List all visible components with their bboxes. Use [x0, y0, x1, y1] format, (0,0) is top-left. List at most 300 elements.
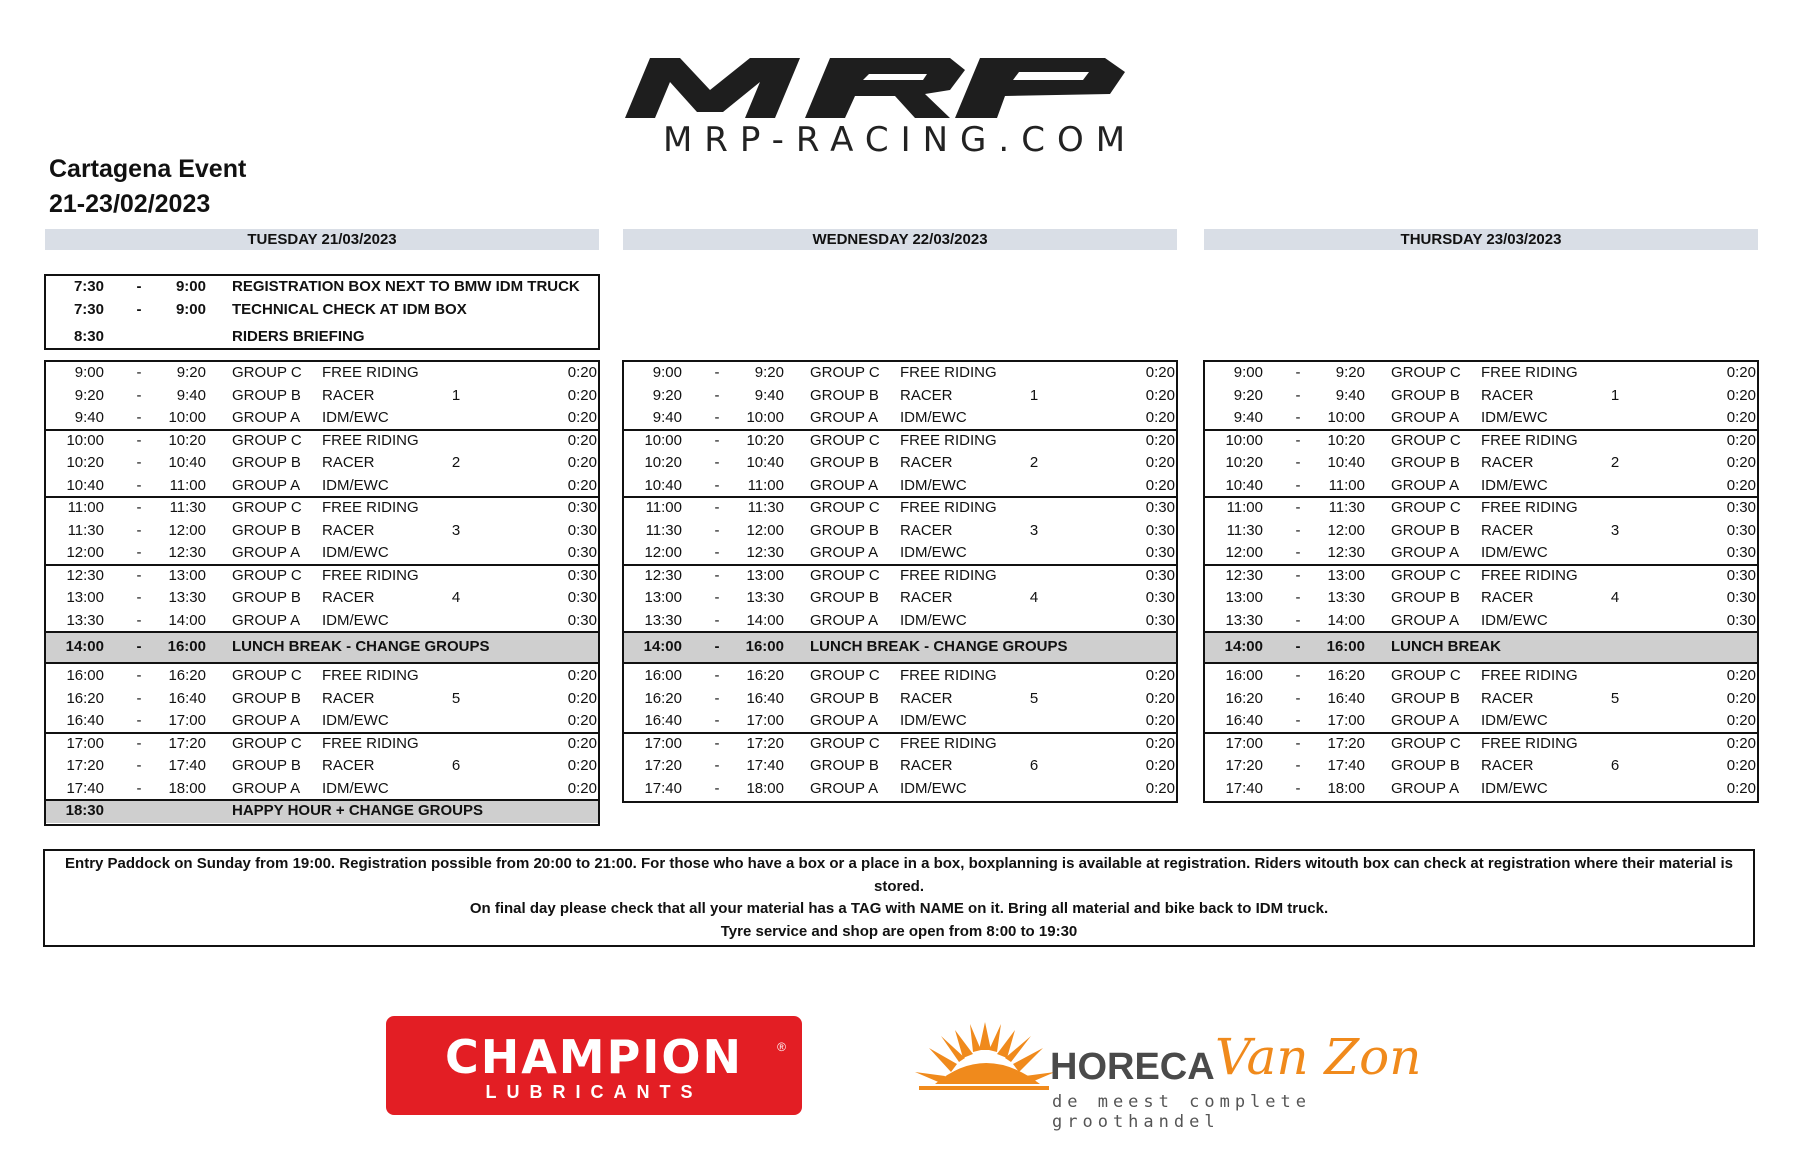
start-time: 10:40 [66, 476, 104, 494]
start-time: 10:00 [644, 431, 682, 449]
end-time: 17:40 [746, 757, 784, 774]
session-type: FREE RIDING [900, 667, 997, 684]
end-time: 11:30 [1328, 499, 1365, 516]
start-time: 11:00 [645, 499, 682, 516]
session-row [46, 778, 598, 801]
session-number: 6 [1610, 757, 1620, 774]
end-time: 16:00 [1326, 638, 1365, 655]
session-type: IDM/EWC [322, 779, 389, 797]
duration: 0:20 [1145, 431, 1175, 449]
end-time: 14:00 [746, 611, 784, 629]
session-row [1205, 430, 1757, 453]
session-row [624, 497, 1176, 520]
start-time: 16:00 [644, 667, 682, 684]
group-label: GROUP C [232, 667, 302, 684]
session-row [624, 610, 1176, 633]
session-type: RACER [322, 689, 375, 707]
time-dash: - [136, 521, 142, 539]
start-time: 9:00 [652, 364, 682, 381]
start-time: 13:30 [1225, 611, 1263, 629]
end-time: 10:40 [746, 454, 784, 471]
session-row [624, 520, 1176, 543]
session-type: RACER [1481, 589, 1534, 606]
time-dash: - [714, 566, 720, 584]
start-time: 12:30 [644, 566, 682, 584]
start-time: 10:20 [1225, 454, 1263, 471]
happy-hour-label: HAPPY HOUR + CHANGE GROUPS [232, 802, 484, 819]
session-number: 2 [1029, 454, 1039, 471]
group-label: GROUP B [232, 757, 301, 774]
group-label: GROUP A [1391, 779, 1460, 797]
event-title [49, 152, 246, 222]
time-dash: - [714, 712, 720, 729]
time-dash: - [136, 364, 142, 381]
session-type: IDM/EWC [1481, 476, 1548, 494]
duration: 0:20 [1145, 409, 1175, 426]
session-number: 4 [1029, 589, 1039, 606]
session-type: FREE RIDING [1481, 364, 1578, 381]
start-time: 9:20 [74, 386, 104, 404]
divider-line [46, 662, 598, 664]
registration-label: TECHNICAL CHECK AT IDM BOX [232, 300, 467, 318]
session-type: FREE RIDING [322, 566, 419, 584]
group-label: GROUP A [1391, 712, 1460, 729]
session-row [1205, 587, 1757, 610]
start-time: 9:40 [1233, 409, 1263, 426]
duration: 0:30 [1726, 566, 1756, 584]
group-label: GROUP C [232, 566, 302, 584]
registration-row [46, 276, 598, 299]
duration: 0:20 [1726, 779, 1756, 797]
session-number: 4 [451, 589, 461, 606]
group-label: GROUP C [1391, 566, 1461, 584]
group-label: GROUP C [1391, 734, 1461, 752]
session-row [46, 497, 598, 520]
start-time: 9:40 [652, 409, 682, 426]
duration: 0:20 [1726, 712, 1756, 729]
time-dash: - [1295, 499, 1301, 516]
duration: 0:30 [567, 589, 597, 606]
session-type: RACER [322, 454, 375, 471]
group-label: GROUP A [232, 779, 301, 797]
end-time: 17:20 [746, 734, 784, 752]
time-dash: - [1295, 566, 1301, 584]
end-time: 10:40 [168, 454, 206, 471]
time-dash: - [136, 499, 142, 516]
session-row [624, 475, 1176, 498]
duration: 0:20 [567, 734, 597, 752]
end-time: 16:20 [746, 667, 784, 684]
start-time: 17:40 [644, 779, 682, 797]
session-type: RACER [1481, 689, 1534, 707]
session-row [624, 385, 1176, 408]
session-type: RACER [322, 521, 375, 539]
duration: 0:20 [567, 409, 597, 426]
session-number: 3 [451, 521, 461, 539]
end-time: 9:00 [175, 300, 206, 318]
start-time: 9:40 [74, 409, 104, 426]
registration-box [44, 274, 600, 350]
lunch-label: LUNCH BREAK - CHANGE GROUPS [232, 638, 490, 655]
session-row [624, 407, 1176, 430]
session-row [624, 688, 1176, 711]
duration: 0:20 [1145, 757, 1175, 774]
session-row [1205, 475, 1757, 498]
duration: 0:20 [1726, 431, 1756, 449]
start-time: 11:00 [67, 499, 104, 516]
note-line: Entry Paddock on Sunday from 19:00. Registration possible from 20:00 to 21:00. For those who have a box or a place in a box, boxplanning is available at registration. Riders witouth box can check at registration where their material is stored. [65, 855, 1733, 895]
duration: 0:20 [1145, 454, 1175, 471]
session-type: IDM/EWC [322, 611, 389, 629]
end-time: 17:40 [168, 757, 206, 774]
horeca-name: HORECA [1050, 1046, 1215, 1088]
time-dash: - [1295, 589, 1301, 606]
session-type: RACER [1481, 386, 1534, 404]
start-time: 7:30 [73, 278, 104, 295]
time-dash: - [714, 757, 720, 774]
session-row [624, 565, 1176, 588]
duration: 0:30 [1145, 589, 1175, 606]
divider-line [624, 662, 1176, 664]
time-dash: - [136, 386, 142, 404]
end-time: 13:00 [746, 566, 784, 584]
event-dates: 21-23/02/2023 [49, 190, 211, 218]
end-time: 13:30 [746, 589, 784, 606]
group-label: GROUP A [810, 779, 879, 797]
group-label: GROUP C [810, 667, 880, 684]
session-row [46, 710, 598, 733]
end-time: 16:00 [167, 638, 206, 655]
time-dash: - [714, 499, 720, 516]
session-row [624, 778, 1176, 801]
group-label: GROUP B [1391, 521, 1460, 539]
start-time: 14:00 [643, 638, 682, 655]
note-line: On final day please check that all your material has a TAG with NAME on it. Bring all material and bike back to IDM truck. [469, 900, 1329, 917]
session-type: IDM/EWC [322, 476, 389, 494]
end-time: 12:30 [168, 544, 206, 561]
horeca-tagline: de meest complete groothandel [1052, 1092, 1311, 1132]
group-label: GROUP A [232, 712, 301, 729]
time-dash: - [1295, 689, 1301, 707]
duration: 0:20 [1145, 476, 1175, 494]
session-type: RACER [1481, 757, 1534, 774]
end-time: 9:40 [754, 386, 784, 404]
session-row [46, 565, 598, 588]
end-time: 13:30 [1327, 589, 1365, 606]
end-time: 10:40 [1327, 454, 1365, 471]
start-time: 16:20 [1225, 689, 1263, 707]
duration: 0:20 [1726, 476, 1756, 494]
session-type: IDM/EWC [322, 712, 389, 729]
note-line: Tyre service and shop are open from 8:00 to 19:30 [720, 922, 1078, 940]
group-label: GROUP A [1391, 544, 1460, 561]
duration: 0:20 [1145, 779, 1175, 797]
time-dash: - [136, 757, 142, 774]
time-dash: - [136, 712, 142, 729]
end-time: 9:20 [1335, 364, 1365, 381]
start-time: 16:00 [66, 667, 104, 684]
session-type: IDM/EWC [1481, 544, 1548, 561]
end-time: 10:20 [168, 431, 206, 449]
end-time: 10:00 [1327, 409, 1365, 426]
group-label: GROUP B [810, 689, 879, 707]
session-type: IDM/EWC [900, 712, 967, 729]
start-time: 17:20 [66, 757, 104, 774]
champion-subtitle: LUBRICANTS [485, 1082, 703, 1102]
end-time: 9:40 [176, 386, 206, 404]
end-time: 17:40 [1327, 757, 1365, 774]
duration: 0:30 [567, 521, 597, 539]
group-label: GROUP A [810, 544, 879, 561]
start-time: 11:30 [1226, 521, 1263, 539]
duration: 0:30 [567, 566, 597, 584]
time-dash: - [136, 454, 142, 471]
group-label: GROUP C [810, 364, 880, 381]
end-time: 13:00 [1327, 566, 1365, 584]
start-time: 10:40 [644, 476, 682, 494]
session-row [624, 733, 1176, 756]
session-row [1205, 665, 1757, 688]
champion-name: CHAMPION [444, 1030, 744, 1084]
mrp-logo [600, 50, 1200, 160]
end-time: 16:40 [168, 689, 206, 707]
start-time: 10:40 [1225, 476, 1263, 494]
time-dash: - [1295, 431, 1301, 449]
session-type: RACER [322, 589, 375, 606]
session-type: FREE RIDING [1481, 566, 1578, 584]
group-label: GROUP C [232, 364, 302, 381]
day-header-wednesday: WEDNESDAY 22/03/2023 [623, 229, 1177, 250]
lunch-row [624, 636, 1176, 659]
duration: 0:20 [1145, 667, 1175, 684]
start-time: 17:00 [66, 734, 104, 752]
session-type: IDM/EWC [1481, 712, 1548, 729]
start-time: 11:30 [67, 521, 104, 539]
sun-icon [915, 1022, 1055, 1102]
session-row [1205, 497, 1757, 520]
group-label: GROUP C [810, 566, 880, 584]
session-row [46, 362, 598, 385]
logo-url: MRP-RACING.COM [662, 120, 1138, 160]
end-time: 17:20 [1327, 734, 1365, 752]
group-label: GROUP C [232, 431, 302, 449]
session-type: IDM/EWC [1481, 409, 1548, 426]
session-type: RACER [322, 386, 375, 404]
end-time: 16:40 [746, 689, 784, 707]
start-time: 16:40 [66, 712, 104, 729]
duration: 0:20 [567, 757, 597, 774]
registered-mark-icon: ® [777, 1040, 786, 1054]
duration: 0:20 [567, 364, 597, 381]
time-dash: - [1295, 364, 1301, 381]
duration: 0:30 [1145, 544, 1175, 561]
time-dash: - [1295, 454, 1301, 471]
group-label: GROUP B [232, 689, 301, 707]
time-dash: - [714, 476, 720, 494]
session-number: 6 [1029, 757, 1039, 774]
end-time: 18:00 [168, 779, 206, 797]
duration: 0:30 [1145, 499, 1175, 516]
time-dash: - [714, 386, 720, 404]
end-time: 17:00 [168, 712, 206, 729]
session-number: 1 [451, 386, 461, 404]
mrp-logo-mark [605, 50, 1185, 120]
time-dash: - [1295, 712, 1301, 729]
duration: 0:20 [1726, 364, 1756, 381]
time-dash: - [714, 454, 720, 471]
session-type: IDM/EWC [900, 544, 967, 561]
duration: 0:20 [1145, 386, 1175, 404]
duration: 0:20 [567, 779, 597, 797]
group-label: GROUP B [232, 589, 301, 606]
group-label: GROUP A [1391, 611, 1460, 629]
time-dash: - [1295, 476, 1301, 494]
start-time: 13:30 [644, 611, 682, 629]
session-number: 1 [1029, 386, 1039, 404]
time-dash: - [714, 667, 720, 684]
start-time: 9:20 [1233, 386, 1263, 404]
session-type: IDM/EWC [900, 409, 967, 426]
duration: 0:30 [1726, 499, 1756, 516]
start-time: 13:00 [1225, 589, 1263, 606]
start-time: 10:00 [66, 431, 104, 449]
time-dash: - [136, 667, 142, 684]
duration: 0:20 [567, 689, 597, 707]
group-label: GROUP C [232, 734, 302, 752]
end-time: 13:30 [168, 589, 206, 606]
session-type: RACER [900, 589, 953, 606]
end-time: 14:00 [168, 611, 206, 629]
end-time: 9:20 [754, 364, 784, 381]
time-dash: - [714, 611, 720, 629]
duration: 0:20 [567, 386, 597, 404]
session-type: RACER [1481, 521, 1534, 539]
end-time: 18:00 [1327, 779, 1365, 797]
time-dash: - [136, 544, 142, 561]
group-label: GROUP A [1391, 409, 1460, 426]
duration: 0:20 [1145, 689, 1175, 707]
time-dash: - [714, 521, 720, 539]
start-time: 8:30 [73, 328, 104, 345]
start-time: 16:20 [66, 689, 104, 707]
lunch-label: LUNCH BREAK [1391, 638, 1501, 655]
start-time: 16:00 [1225, 667, 1263, 684]
duration: 0:20 [1145, 364, 1175, 381]
time-dash: - [136, 409, 142, 426]
start-time: 12:30 [66, 566, 104, 584]
time-dash: - [136, 589, 142, 606]
group-label: GROUP B [232, 454, 301, 471]
session-row [624, 452, 1176, 475]
session-row [1205, 520, 1757, 543]
day-header-thursday: THURSDAY 23/03/2023 [1204, 229, 1758, 250]
schedule-thursday [1203, 360, 1759, 803]
group-label: GROUP B [810, 454, 879, 471]
session-number: 4 [1610, 589, 1620, 606]
start-time: 12:00 [1225, 544, 1263, 561]
duration: 0:20 [1726, 734, 1756, 752]
duration: 0:20 [1726, 689, 1756, 707]
session-type: RACER [322, 757, 375, 774]
group-label: GROUP B [810, 521, 879, 539]
start-time: 17:40 [66, 779, 104, 797]
end-time: 10:00 [746, 409, 784, 426]
session-row [1205, 755, 1757, 778]
session-row [1205, 385, 1757, 408]
time-dash: - [136, 431, 142, 449]
session-number: 2 [451, 454, 461, 471]
session-row [46, 665, 598, 688]
session-row [46, 610, 598, 633]
group-label: GROUP B [1391, 689, 1460, 707]
group-label: GROUP C [1391, 364, 1461, 381]
session-number: 1 [1610, 386, 1620, 404]
session-row [624, 587, 1176, 610]
start-time: 17:00 [644, 734, 682, 752]
end-time: 12:00 [1327, 521, 1365, 539]
group-label: GROUP A [232, 409, 301, 426]
duration: 0:20 [567, 454, 597, 471]
time-dash: - [136, 300, 142, 318]
time-dash: - [1295, 409, 1301, 426]
time-dash: - [714, 734, 720, 752]
group-label: GROUP B [1391, 757, 1460, 774]
end-time: 10:20 [1327, 431, 1365, 449]
session-row [46, 688, 598, 711]
start-time: 10:00 [1225, 431, 1263, 449]
session-row [46, 733, 598, 756]
session-row [46, 755, 598, 778]
time-dash: - [714, 689, 720, 707]
session-row [1205, 733, 1757, 756]
time-dash: - [1295, 638, 1301, 655]
start-time: 7:30 [73, 300, 104, 318]
session-type: FREE RIDING [900, 734, 997, 752]
group-label: GROUP B [810, 386, 879, 404]
start-time: 12:00 [66, 544, 104, 561]
session-type: FREE RIDING [322, 364, 419, 381]
group-label: GROUP B [1391, 386, 1460, 404]
session-row [1205, 542, 1757, 565]
end-time: 16:20 [168, 667, 206, 684]
end-time: 11:00 [169, 476, 206, 494]
start-time: 9:20 [652, 386, 682, 404]
end-time: 16:40 [1327, 689, 1365, 707]
end-time: 11:00 [747, 476, 784, 494]
van-zon-script: Van Zon [1215, 1028, 1422, 1086]
time-dash: - [136, 734, 142, 752]
group-label: GROUP A [810, 476, 879, 494]
start-time: 17:00 [1225, 734, 1263, 752]
time-dash: - [1295, 779, 1301, 797]
session-row [624, 755, 1176, 778]
session-row [46, 587, 598, 610]
start-time: 13:30 [66, 611, 104, 629]
end-time: 11:00 [1328, 476, 1365, 494]
time-dash: - [714, 409, 720, 426]
session-type: RACER [900, 454, 953, 471]
start-time: 10:20 [66, 454, 104, 471]
time-dash: - [136, 779, 142, 797]
start-time: 16:40 [644, 712, 682, 729]
time-dash: - [1295, 386, 1301, 404]
session-row [1205, 710, 1757, 733]
session-type: FREE RIDING [1481, 499, 1578, 516]
group-label: GROUP A [232, 544, 301, 561]
group-label: GROUP B [232, 521, 301, 539]
lunch-row [1205, 636, 1757, 659]
time-dash: - [1295, 521, 1301, 539]
